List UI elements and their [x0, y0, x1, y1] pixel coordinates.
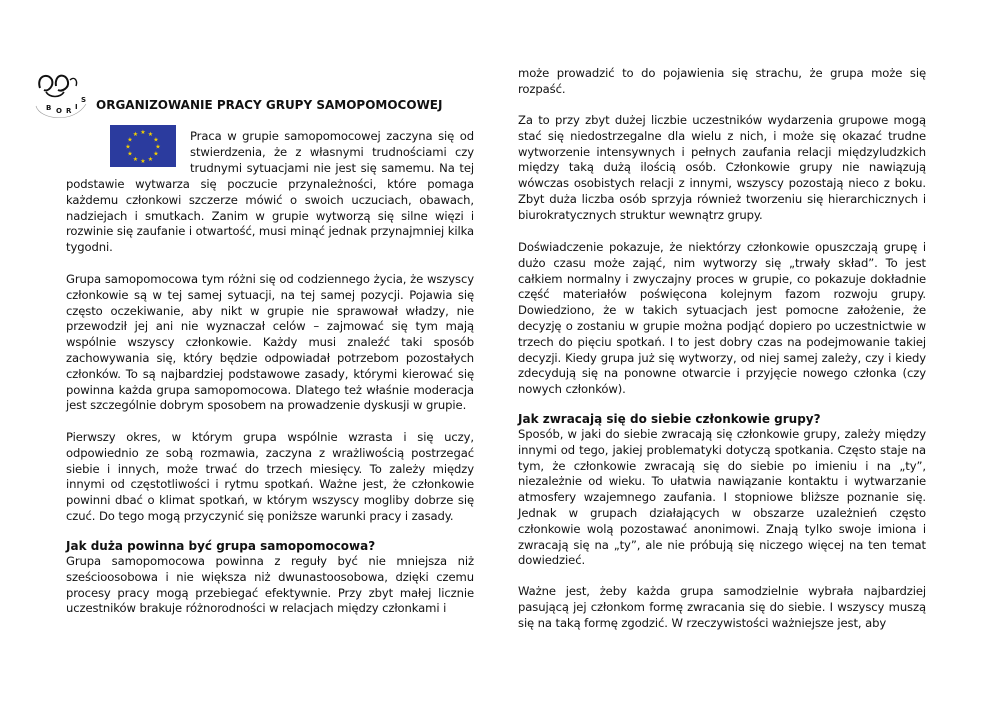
left-paragraph-4: Grupa samopomocowa powinna z reguły być nie mniejsza niż sześcioosobowa i nie większa niż dwunastoosobowa, dzięki czemu procesy pracy mogą przebiegać efektywnie. Przy zbyt małej licznie uczestników brakuje różnorodności w relacjach między członkami i	[66, 554, 474, 616]
heading-addressing: Jak zwracają się do siebie członkowie grupy?	[518, 412, 821, 426]
svg-text:★: ★	[155, 143, 161, 151]
left-paragraph-2: Grupa samopomocowa tym różni się od codziennego życia, że wszyscy członkowie są w tej samej sytuacji, na tej samej pozycji. Pojawia się często oczekiwanie, aby nikt w grupie nie sprawował władzy, nie przewodził jej ani nie wyznaczał celów – zajmować się tym mają wspólnie wszyscy członkowie. Każdy musi znaleźć taki sposób zachowywania się, który będzie odpowiadał potrzebom pozostałych członków. To są najbardziej podstawowe zasady, którymi kierować się powinna każda grupa samopomocowa. Dlatego też właśnie moderacja jest szczególnie dobrym sposobem na prowadzenie dyskusji w grupie.	[66, 272, 474, 413]
logo-letter-b: B	[46, 104, 52, 112]
intro-line-3: trudnymi sytuacjami nie jest się samemu. Na tej	[190, 161, 474, 175]
logo-letter-o: O	[56, 107, 62, 115]
svg-text:★: ★	[127, 150, 133, 158]
svg-text:★: ★	[140, 158, 146, 165]
left-paragraph-3: Pierwszy okres, w którym grupa wspólnie wzrasta i się uczy, odpowiednio ze sobą rozmawia, zaczyna z wrażliwością postrzegać siebie i innych, może trwać do trzech miesięcy. To zależy między innymi od częstotliwości i rytmu spotkań. Ważne jest, że członkowie powinni dbać o klimat spotkań, w którym wszyscy mogliby dobrze się czuć. Do tego mogą przyczynić się poniższe warunki pracy i zasady.	[66, 430, 474, 523]
logo-letter-r: R	[66, 107, 72, 115]
svg-text:★: ★	[147, 156, 154, 163]
svg-text:★: ★	[125, 143, 131, 151]
heading-group-size: Jak duża powinna być grupa samopomocowa?	[66, 539, 376, 553]
right-paragraph-3: Doświadczenie pokazuje, że niektórzy członkowie opuszczają grupę i dużo czasu może zająć, nim wytworzy się „trwały skład”. To jest całkiem normalny i zwyczajny proces w grupie, co pokazuje dokładnie część materiałów poświęcona kolejnym fazom rozwoju grupy. Dowiedziono, że w takich sytuacjach jest pomocne założenie, że decyzję o zostaniu w grupie można podjąć dopiero po uczestnictwie w trzech do pięciu spotkań. I to jest dobry czas na podejmowanie takiej decyzji. Kiedy grupa już się wytworzy, od niej samej zależy, czy i kiedy zdecydują się na ponowne otwarcie i przyjęcie nowego członka (czy nowych członków).	[518, 240, 926, 397]
logo-letter-i: I	[75, 103, 78, 111]
right-paragraph-4: Sposób, w jaki do siebie zwracają się członkowie grupy, zależy między innymi od tego, jakiej problematyki dotyczą spotkania. Często staje na tym, że członkowie zwracają się do siebie po imieniu i na „ty”, niezależnie od wieku. To ułatwia nawiązanie kontaktu i wytwarzanie atmosfery wzajemnego zaufania. I stopniowe bliższe poznanie się. Jednak w grupach działających w obszarze uzależnień często członkowie wolą pozostawać anonimowi. Znają tylko swoje imiona i zwracają się na „ty”, ale nie próbują się niczego więcej na ten temat dowiedzieć.	[518, 427, 926, 568]
right-paragraph-1: może prowadzić to do pojawienia się strachu, że grupa może się rozpaść.	[518, 66, 926, 96]
right-paragraph-2: Za to przy zbyt dużej liczbie uczestników wydarzenia grupowe mogą stać się niedostrzegalne dla wielu z nich, i może się okazać trudne wytworzenie intensywnych i pełnych zaufania relacji międzyludzkich między taką dużą ilością osób. Członkowie grupy nie nawiązują wówczas osobistych relacji z innymi, wszyscy pozostają nieco z boku. Zbyt duża liczba osób sprzyja również tworzeniu się hierarchicznych i biurokratycznych struktur wewnątrz grupy.	[518, 113, 926, 222]
svg-text:★: ★	[132, 131, 139, 138]
svg-text:★: ★	[147, 131, 154, 138]
logo-letter-s: S	[81, 96, 87, 104]
svg-text:★: ★	[153, 136, 159, 144]
right-paragraph-5: Ważne jest, żeby każda grupa samodzielnie wybrała najbardziej pasującą jej członkom formę zwracania się do siebie. I wszyscy muszą się na taką formę zgodzić. W rzeczywistości ważniejsze jest, aby	[518, 584, 926, 630]
intro-line-2: stwierdzenia, że z własnymi trudnościami czy	[190, 145, 474, 159]
svg-text:★: ★	[127, 136, 133, 144]
intro-paragraph: podstawie wytwarza się poczucie przynależności, które pomaga każdemu członkowi szczerze mówić o swoich uczuciach, obawach, nadziejach i smutkach. Zanim w grupie wytworzą się silne więzi i rozwinie się zaufanie i otwartość, musi minąć jednak przynajmniej kilka tygodni.	[66, 177, 474, 255]
svg-text:★: ★	[153, 150, 159, 158]
eu-flag-icon	[110, 125, 176, 167]
boris-logo	[26, 66, 92, 124]
intro-line-1: Praca w grupie samopomocowej zaczyna się od	[190, 129, 474, 143]
document-title: ORGANIZOWANIE PRACY GRUPY SAMOPOMOCOWEJ	[96, 98, 443, 112]
svg-text:★: ★	[132, 156, 139, 163]
svg-text:★: ★	[140, 129, 146, 136]
